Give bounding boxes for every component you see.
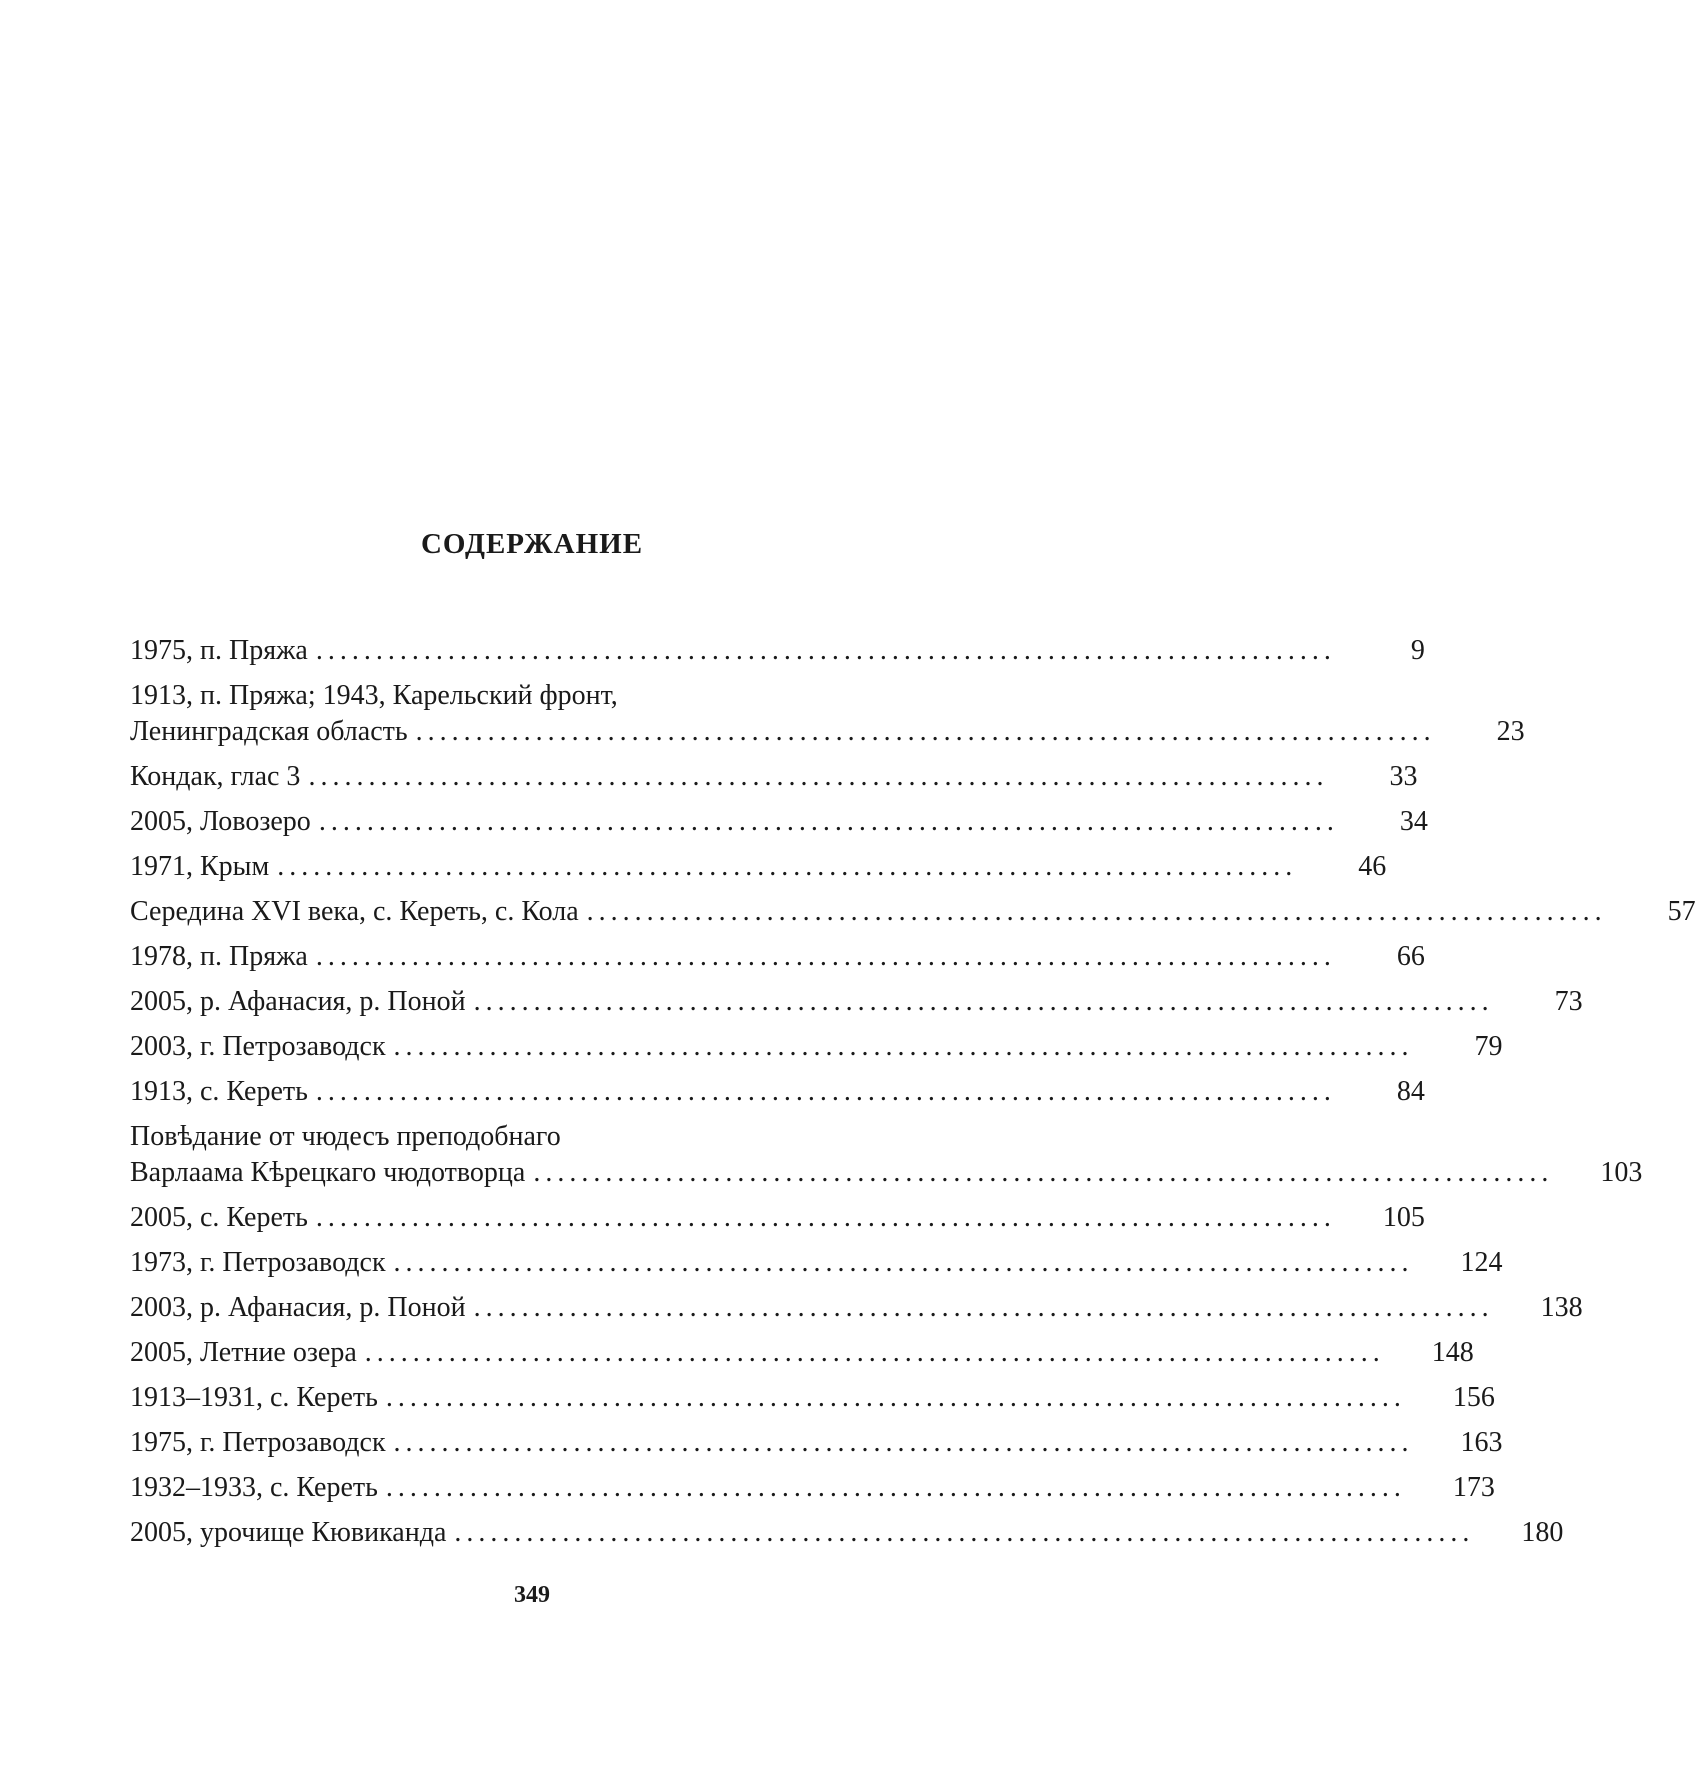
toc-entry-page: 73	[1554, 986, 1583, 1017]
toc-entry[interactable]	[130, 759, 1418, 795]
dot-leader	[446, 1515, 1475, 1551]
toc-entry[interactable]	[130, 1119, 1643, 1191]
dot-leader	[308, 1074, 1337, 1110]
toc-entry-page: 9	[1410, 635, 1425, 666]
toc-entry-title: 2005, Ловозеро	[130, 806, 311, 837]
toc-entry-page: 173	[1452, 1472, 1495, 1503]
toc-entry-title: 2005, урочище Кювиканда	[130, 1517, 447, 1548]
dot-leader	[525, 1155, 1554, 1191]
toc-entry-title-line: Варлаама Кѣрецкаго чюдотворца	[130, 1157, 526, 1188]
toc-entry-page: 163	[1460, 1427, 1503, 1458]
dot-leader	[466, 1290, 1495, 1326]
dot-leader	[386, 1245, 1415, 1281]
dot-leader	[308, 1200, 1337, 1236]
toc-entry-page: 79	[1474, 1031, 1503, 1062]
toc-entry-page: 180	[1521, 1517, 1564, 1548]
toc-entry-page: 138	[1540, 1292, 1583, 1323]
toc-entry-title: 2005, Летние озера	[130, 1337, 357, 1368]
toc-entry[interactable]	[130, 1290, 1583, 1326]
toc-entry-title: 1932–1933, с. Кереть	[130, 1472, 378, 1503]
toc-entry-page: 57	[1667, 896, 1696, 927]
toc-entry[interactable]	[130, 1200, 1425, 1236]
dot-leader	[466, 984, 1495, 1020]
toc-entry-title: 2003, р. Афанасия, р. Поной	[130, 1292, 466, 1323]
dot-leader	[378, 1470, 1407, 1506]
toc-entry[interactable]	[130, 1425, 1503, 1461]
dot-leader	[300, 759, 1329, 795]
toc-entry-page: 103	[1600, 1157, 1643, 1188]
dot-leader	[308, 633, 1337, 669]
toc-entry-title: 2003, г. Петрозаводск	[130, 1031, 386, 1062]
toc-entry-page: 105	[1382, 1202, 1425, 1233]
toc-entry-title: 1913, с. Кереть	[130, 1076, 308, 1107]
toc-entry-page: 148	[1431, 1337, 1474, 1368]
toc-entry[interactable]	[130, 1074, 1425, 1110]
dot-leader	[579, 894, 1608, 930]
toc-entry-title: Кондак, глас 3	[130, 761, 301, 792]
toc-entry-title: 2005, р. Афанасия, р. Поной	[130, 986, 466, 1017]
toc-entry[interactable]	[130, 984, 1583, 1020]
page-title: СОДЕРЖАНИЕ	[420, 528, 644, 560]
toc-entry[interactable]	[130, 939, 1425, 975]
toc-entry[interactable]	[130, 678, 1525, 750]
toc-entry-page: 156	[1452, 1382, 1495, 1413]
toc-entry-title: 1978, п. Пряжа	[130, 941, 308, 972]
toc-entry[interactable]	[130, 804, 1428, 840]
toc-entry-title: Середина XVI века, с. Кереть, с. Кола	[130, 896, 579, 927]
toc-entry-title-line: 1913, п. Пряжа; 1943, Карельский фронт,	[130, 680, 618, 711]
toc-entry[interactable]	[130, 1245, 1503, 1281]
toc-entry-title: 1973, г. Петрозаводск	[130, 1247, 386, 1278]
toc-entry-page: 66	[1396, 941, 1425, 972]
toc-entry-title: 1975, г. Петрозаводск	[130, 1427, 386, 1458]
dot-leader	[386, 1425, 1415, 1461]
toc-entry[interactable]	[130, 849, 1387, 885]
dot-leader	[386, 1029, 1415, 1065]
toc-entry[interactable]	[130, 633, 1425, 669]
toc-entry-page: 23	[1496, 716, 1525, 747]
toc-entry[interactable]	[130, 1335, 1474, 1371]
toc-entry[interactable]	[130, 1470, 1495, 1506]
toc-entry-title-line: Повѣдание от чюдесъ преподобнаго	[130, 1121, 561, 1152]
dot-leader	[378, 1380, 1407, 1416]
toc-entry-page: 33	[1389, 761, 1418, 792]
dot-leader	[308, 939, 1337, 975]
toc-entry-page: 34	[1399, 806, 1428, 837]
table-of-contents	[130, 633, 1696, 1560]
dot-leader	[311, 804, 1340, 840]
toc-entry-page: 84	[1396, 1076, 1425, 1107]
dot-leader	[269, 849, 1298, 885]
toc-entry-title: 1913–1931, с. Кереть	[130, 1382, 378, 1413]
toc-entry-page: 124	[1460, 1247, 1503, 1278]
toc-entry-title-line: Ленинградская область	[130, 716, 408, 747]
dot-leader	[408, 714, 1437, 750]
toc-entry-title: 1971, Крым	[130, 851, 270, 882]
toc-entry[interactable]	[130, 894, 1696, 930]
toc-entry-title: 2005, с. Кереть	[130, 1202, 308, 1233]
dot-leader	[357, 1335, 1386, 1371]
toc-entry-title: 1975, п. Пряжа	[130, 635, 308, 666]
toc-entry[interactable]	[130, 1029, 1503, 1065]
page-number: 349	[514, 1582, 550, 1608]
toc-entry[interactable]	[130, 1380, 1495, 1416]
toc-entry[interactable]	[130, 1515, 1564, 1551]
toc-entry-page: 46	[1358, 851, 1387, 882]
